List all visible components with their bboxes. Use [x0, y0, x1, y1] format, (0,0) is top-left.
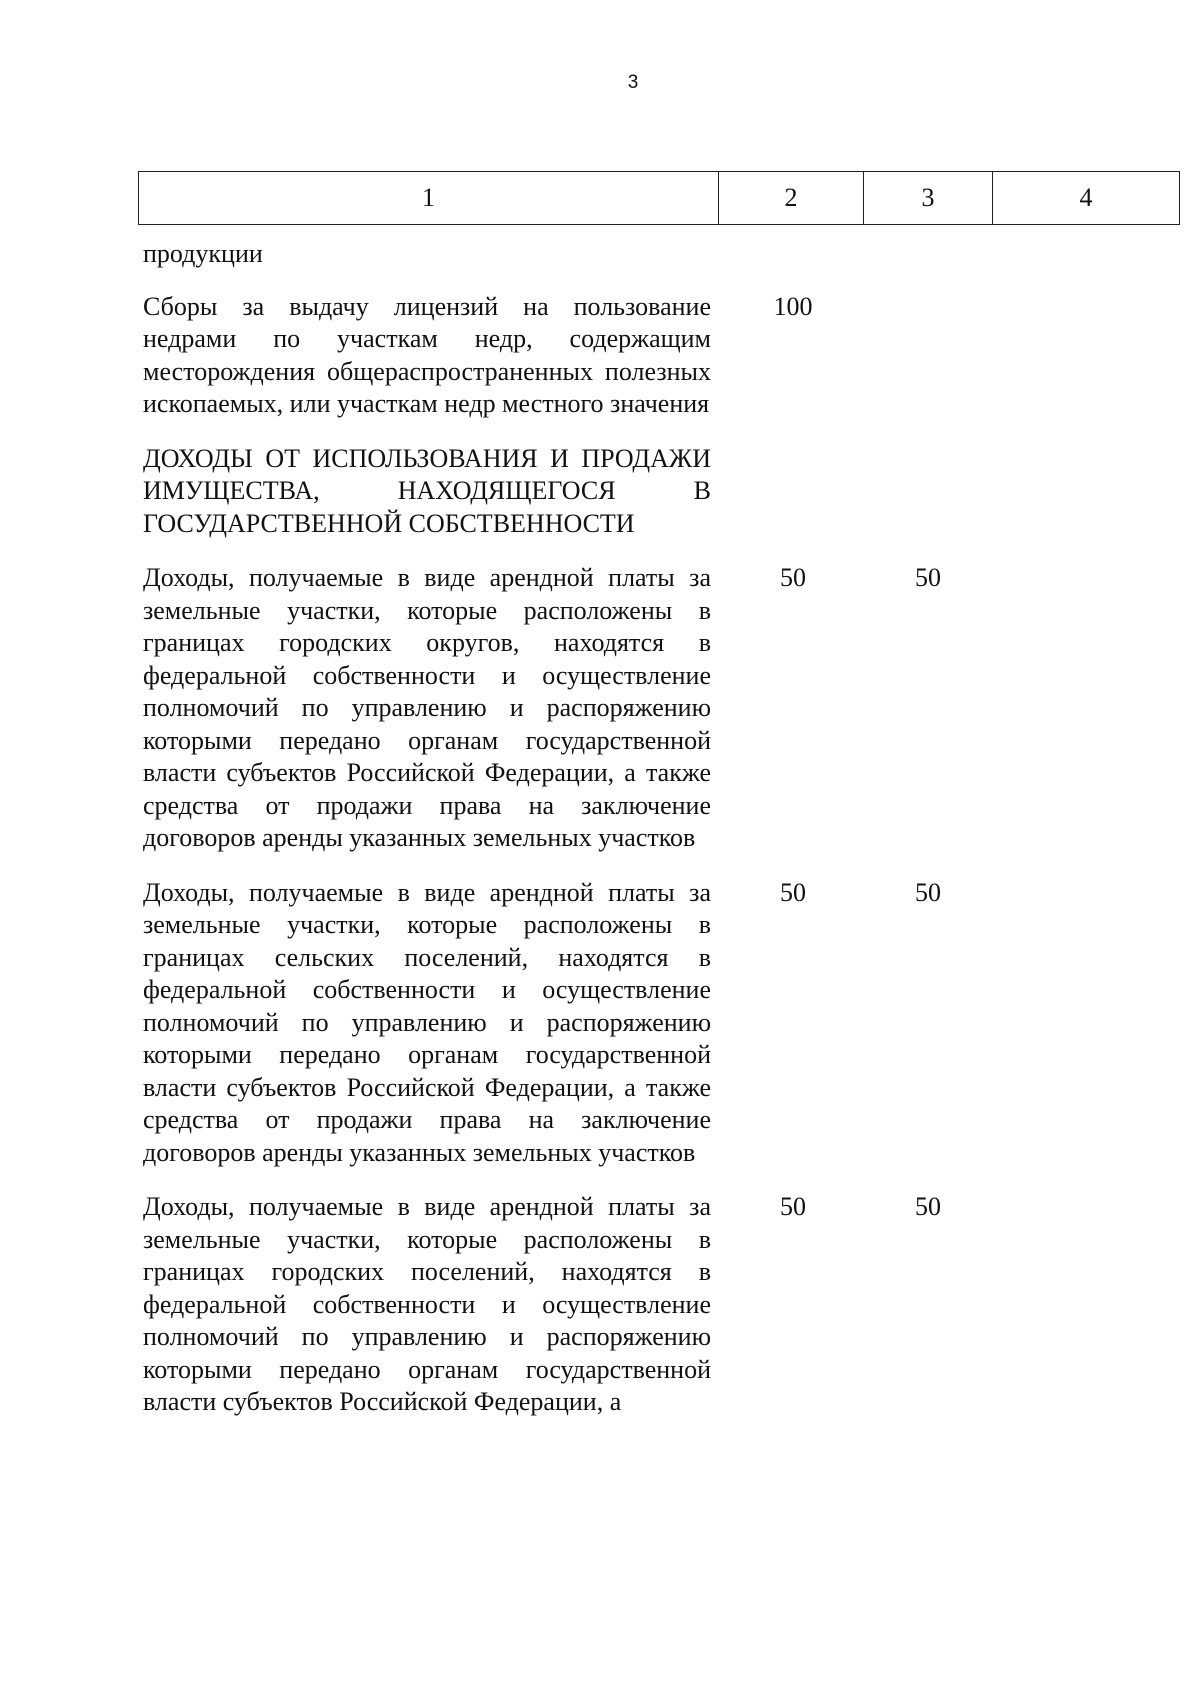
row-value-col-2 — [718, 238, 868, 271]
row-value-col-3 — [868, 238, 988, 271]
table-row — [143, 562, 1177, 855]
row-value-col-4 — [988, 238, 1168, 271]
row-description: Доходы, получаемые в виде арендной платы за земельные участки, которые расположены в границах городских округов, находятся в федеральной собственности и осуществление полномочий по управлению и распоряжению которыми передано органам государственной власти субъектов Российской Федерации, а также средства от продажи права на заключение договоров аренды указанных земельных участков — [143, 563, 711, 852]
row-value-col-3: 50 — [915, 877, 941, 907]
row-value-col-4 — [988, 291, 1168, 421]
row-value-col-4 — [988, 562, 1168, 855]
row-value-col-2: 50 — [780, 877, 806, 907]
table-row — [143, 291, 1177, 421]
row-value-col-2: 50 — [780, 563, 806, 592]
row-value-col-4 — [988, 1191, 1168, 1419]
table-row — [143, 877, 1177, 1170]
row-description: продукции — [143, 239, 263, 268]
table-row — [143, 238, 1177, 271]
table-body — [143, 238, 1177, 1441]
page-number: 3 — [627, 72, 639, 93]
header-col-4: 4 — [993, 172, 1180, 225]
header-col-3: 3 — [864, 172, 993, 225]
row-value-col-3 — [868, 443, 988, 541]
row-value-col-3: 50 — [915, 1192, 941, 1221]
header-col-1: 1 — [139, 172, 719, 225]
row-value-col-4 — [988, 443, 1168, 541]
table-row — [143, 1191, 1177, 1419]
row-value-col-4 — [988, 877, 1168, 1170]
row-description: Доходы, получаемые в виде арендной платы за земельные участки, которые расположены в границах сельских поселений, находятся в федеральной собственности и осуществление полномочий по управлению и распоряжению которыми передано органам государственной власти субъектов Российской Федерации, а также средства от продажи права на заключение договоров аренды указанных земельных участков — [143, 877, 711, 1167]
row-section-heading: ДОХОДЫ ОТ ИСПОЛЬЗОВАНИЯ И ПРОДАЖИ ИМУЩЕСТВА, НАХОДЯЩЕГОСЯ В ГОСУДАРСТВЕННОЙ СОБСТВЕННОСТИ — [143, 443, 711, 538]
header-col-2: 2 — [719, 172, 864, 225]
table-row — [143, 443, 1177, 541]
row-value-col-3: 50 — [915, 563, 941, 592]
table-header — [138, 171, 1180, 225]
row-description: Сборы за выдачу лицензий на пользование недрами по участкам недр, содержащим месторождения общераспространенных полезных ископаемых, или участкам недр местного значения — [143, 291, 711, 418]
row-value-col-2: 50 — [780, 1192, 806, 1221]
row-value-col-2: 100 — [773, 291, 813, 321]
row-description: Доходы, получаемые в виде арендной платы за земельные участки, которые расположены в границах городских поселений, находятся в федеральной собственности и осуществление полномочий по управлению и распоряжению которыми передано органам государственной власти субъектов Российской Федерации, а — [143, 1192, 711, 1416]
row-value-col-2 — [718, 443, 868, 541]
row-value-col-3 — [868, 291, 988, 421]
table-header-row — [139, 172, 1180, 225]
